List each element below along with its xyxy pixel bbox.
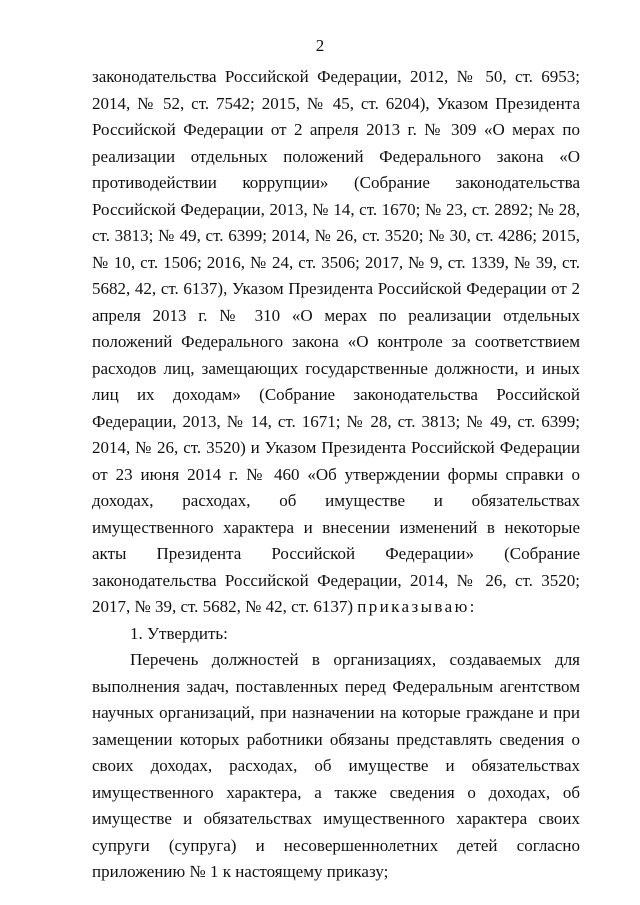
- order-word: приказываю:: [357, 597, 477, 616]
- legal-basis-text: законодательства Российской Федерации, 2012, № 50, ст. 6953; 2014, № 52, ст. 7542; 2015, № 45, ст. 6204), Указом Президента Российской Федерации от 2 апреля 2013 г. № 309 «О мерах по реализации отдельных положений Федерального закона «О противодействии коррупции» (Собрание законодательства Российской Федерации, 2013, № 14, ст. 1670; № 23, ст. 2892; № 28, ст. 3813; № 49, ст. 6399; 2014, № 26, ст. 3520; № 30, ст. 4286; 2015, № 10, ст. 1506; 2016, № 24, ст. 3506; 2017, № 9, ст. 1339, № 39, ст. 5682, 42, ст. 6137), Указом Президента Российской Федерации от 2 апреля 2013 г. № 310 «О мерах по реализации отдельных положений Федерального закона «О контроле за соответствием расходов лиц, замещающих государственные должности, и иных лиц их доходам» (Собрание законодательства Российской Федерации, 2013, № 14, ст. 1671; № 28, ст. 3813; № 49, ст. 6399; 2014, № 26, ст. 3520) и Указом Президента Российской Федерации от 23 июня 2014 г. № 460 «Об утверждении формы справки о доходах, расходах, об имуществе и обязательствах имущественного характера и внесении изменений в некоторые акты Президента Российской Федерации» (Собрание законодательства Российской Федерации, 2014, № 26, ст. 3520; 2017, № 39, ст. 5682, № 42, ст. 6137): [92, 67, 580, 616]
- page-number: 2: [315, 36, 325, 55]
- item-1-heading: 1. Утвердить:: [130, 623, 228, 643]
- legal-basis-paragraph: [92, 64, 580, 621]
- document-body: [92, 64, 580, 886]
- positions-list-paragraph: Перечень должностей в организациях, создаваемых для выполнения задач, поставленных перед Федеральным агентством научных организаций, при назначении на которые граждане и при замещении которых работники обязаны представлять сведения о своих доходах, расходах, об имуществе и обязательствах имущественного характера, а также сведения о доходах, об имуществе и обязательствах имущественного характера своих супруги (супруга) и несовершеннолетних детей согласно приложению № 1 к настоящему приказу;: [92, 650, 580, 881]
